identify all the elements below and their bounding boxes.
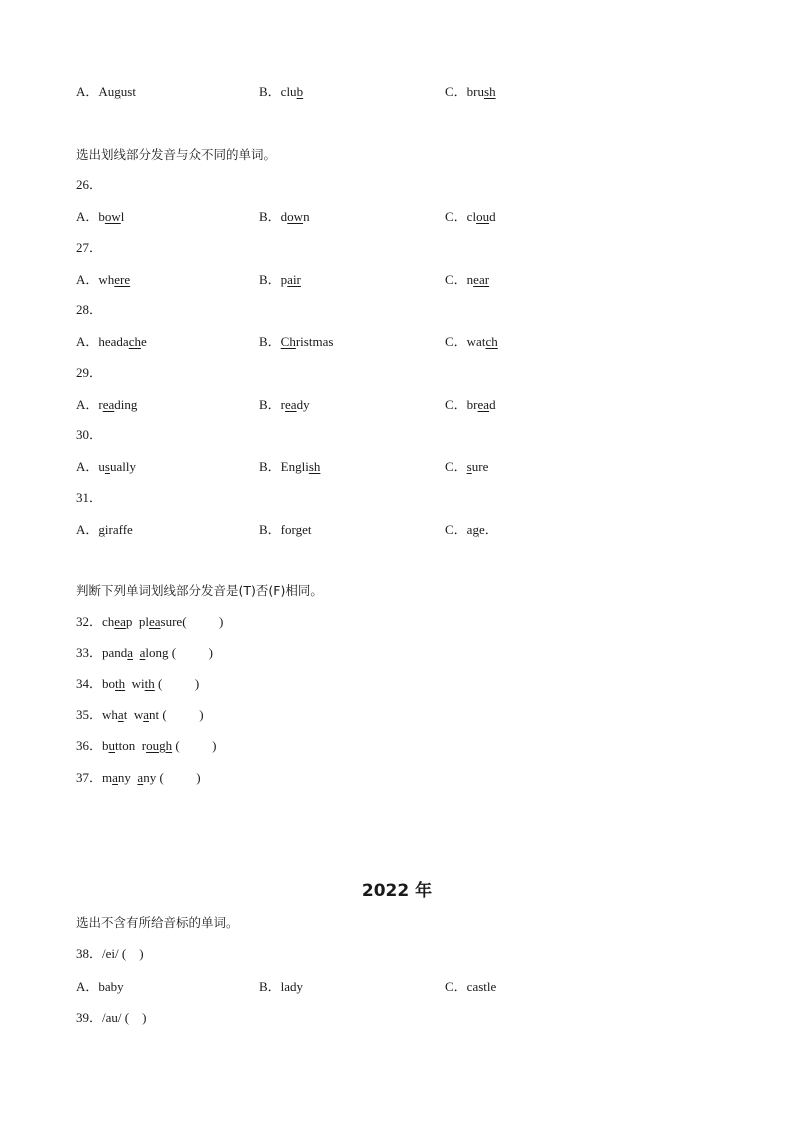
option-b: B．Christmas: [259, 334, 334, 349]
year-heading: 2022 年: [361, 881, 433, 901]
question-number: 31．: [76, 490, 103, 505]
option-a: A．giraffe: [76, 522, 133, 537]
q38-option-a: A．baby: [76, 979, 124, 994]
option-b: B．pair: [259, 272, 301, 287]
option-c: C．sure: [445, 459, 489, 474]
option-c: C．near: [445, 272, 490, 287]
question-number: 30．: [76, 427, 103, 442]
option-a: A．bowl: [76, 209, 125, 224]
question-39: 39．/au/ ( ): [76, 1010, 147, 1025]
tf-question: 33．panda along ( ): [76, 645, 213, 660]
tf-question: 37．many any ( ): [76, 770, 201, 785]
question-number: 26．: [76, 177, 103, 192]
option-b: B．forget: [259, 522, 312, 537]
option-b: B．English: [259, 459, 321, 474]
q25-option-c: C．brush: [445, 84, 496, 99]
question-38: 38．/ei/ ( ): [76, 946, 144, 961]
option-b: B．down: [259, 209, 310, 224]
section-instruction: 选出划线部分发音与众不同的单词。: [76, 147, 277, 162]
option-c: C．bread: [445, 397, 496, 412]
option-c: C．watch: [445, 334, 498, 349]
question-number: 29．: [76, 365, 103, 380]
option-c: C．age．: [445, 522, 498, 537]
q38-option-b: B．lady: [259, 979, 304, 994]
option-c: C．cloud: [445, 209, 496, 224]
q25-option-a: A．August: [76, 84, 136, 99]
option-b: B．ready: [259, 397, 310, 412]
tf-question: 36．button rough ( ): [76, 738, 217, 753]
option-a: A．usually: [76, 459, 136, 474]
question-number: 28．: [76, 302, 103, 317]
section-instruction: 选出不含有所给音标的单词。: [76, 915, 239, 930]
option-a: A．where: [76, 272, 131, 287]
q25-option-b: B．club: [259, 84, 304, 99]
tf-question: 34．both with ( ): [76, 676, 200, 691]
tf-question: 35．what want ( ): [76, 707, 204, 722]
tf-question: 32．cheap pleasure( ): [76, 614, 224, 629]
option-a: A．headache: [76, 334, 147, 349]
question-number: 27．: [76, 240, 103, 255]
option-a: A．reading: [76, 397, 138, 412]
section-instruction: 判断下列单词划线部分发音是(T)否(F)相同。: [76, 583, 323, 598]
q38-option-c: C．castle: [445, 979, 497, 994]
